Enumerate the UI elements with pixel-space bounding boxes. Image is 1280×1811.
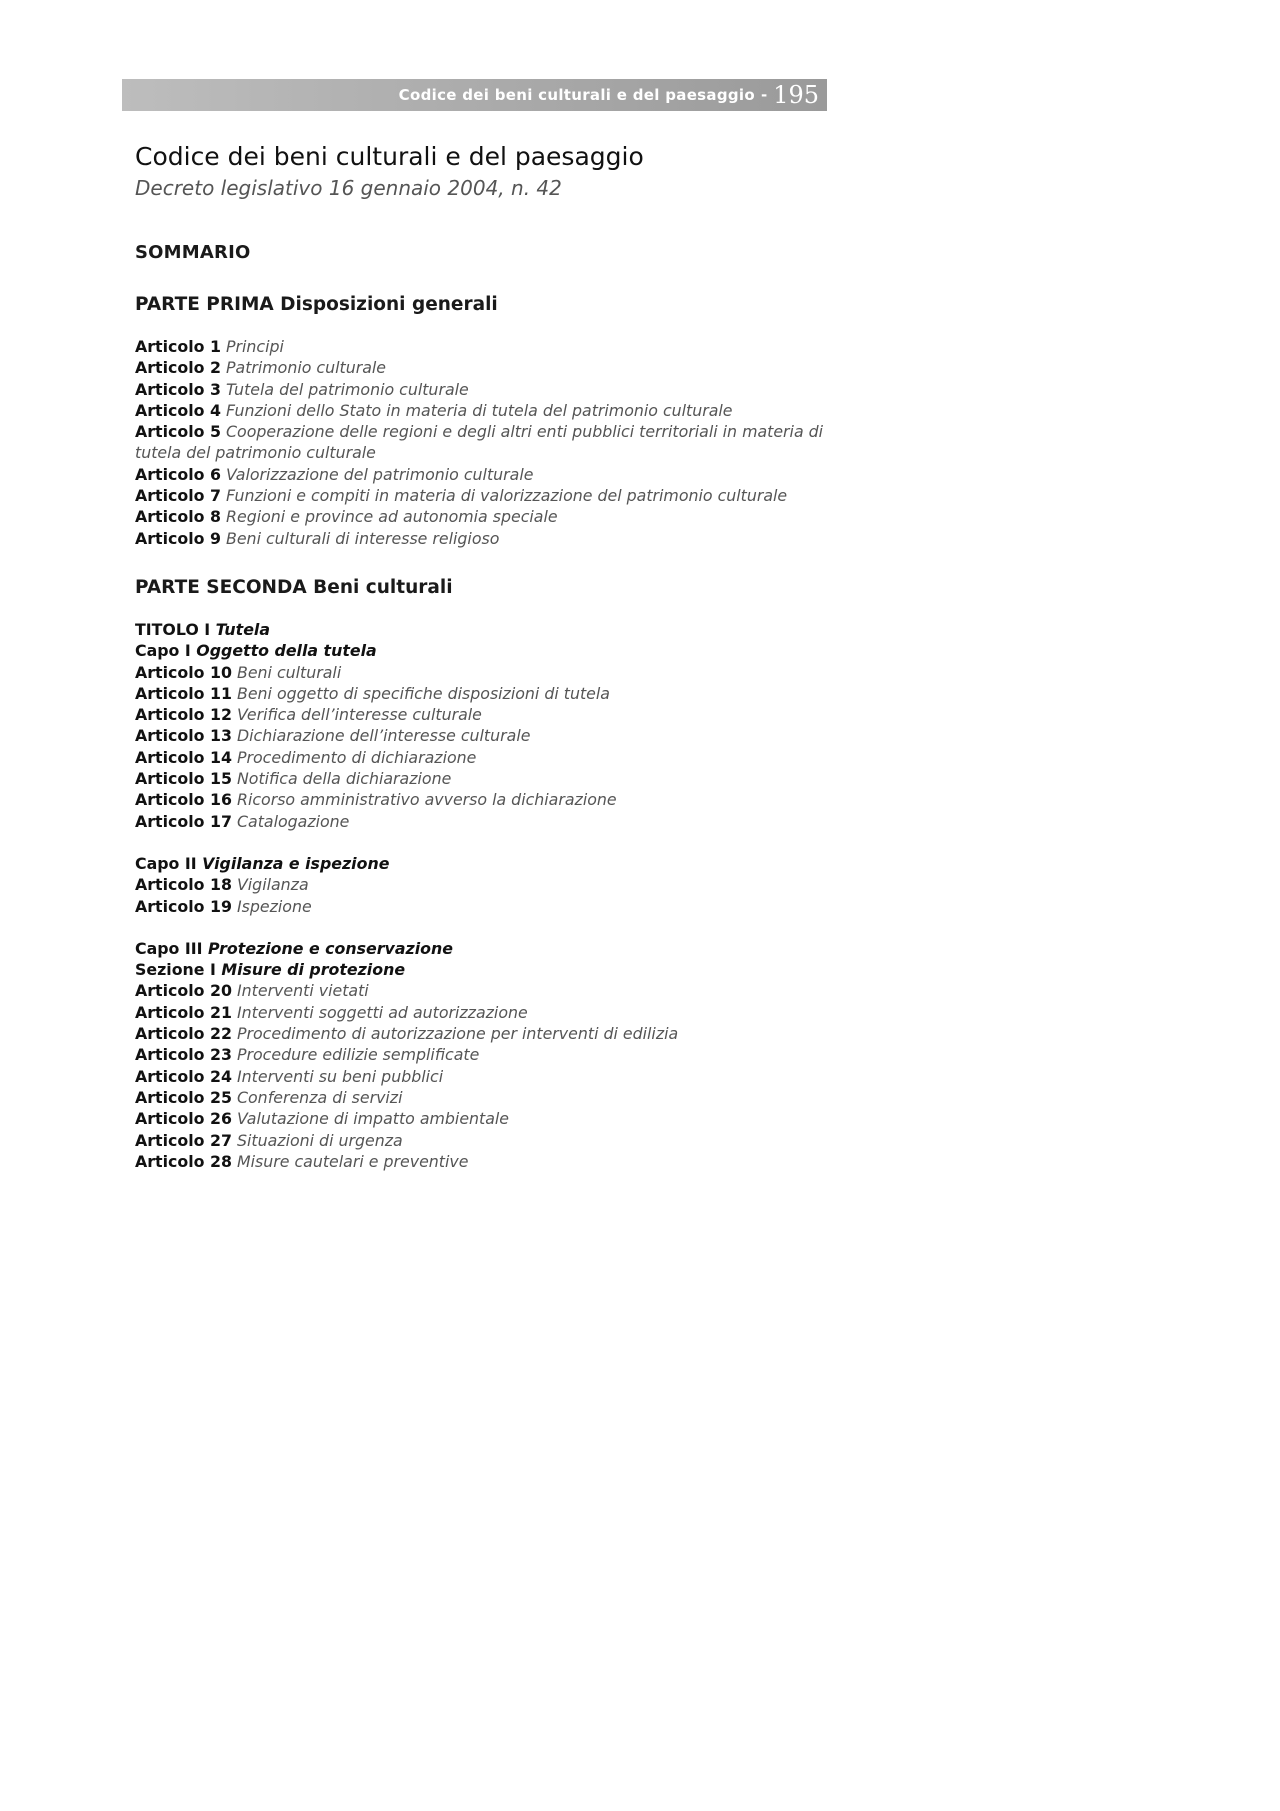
article-label: Articolo 22 — [135, 1024, 232, 1044]
capo-1-title: Oggetto della tutela — [196, 641, 377, 661]
capo-3-article-list — [135, 980, 835, 1172]
article-entry — [135, 896, 835, 917]
article-title: Beni culturali di interesse religioso — [226, 528, 500, 548]
article-title: Interventi soggetti ad autorizzazione — [236, 1002, 528, 1022]
sezione-1-label: Sezione I — [135, 960, 216, 980]
part-one-name: Disposizioni generali — [280, 294, 498, 315]
article-entry — [135, 528, 835, 549]
capo-2-article-list — [135, 874, 835, 917]
article-entry — [135, 874, 835, 895]
part-one-article-list — [135, 336, 835, 549]
article-title: Tutela del patrimonio culturale — [226, 379, 469, 399]
sezione-1-heading — [135, 959, 835, 980]
capo-2-title: Vigilanza e ispezione — [202, 853, 390, 873]
article-title: Vigilanza — [236, 875, 309, 895]
article-label: Articolo 25 — [135, 1087, 232, 1107]
article-entry — [135, 506, 835, 527]
article-entry — [135, 1130, 835, 1151]
article-label: Articolo 7 — [135, 486, 221, 506]
running-head — [122, 79, 827, 111]
article-entry — [135, 1066, 835, 1087]
sezione-1-title: Misure di protezione — [221, 960, 406, 980]
article-label: Articolo 2 — [135, 358, 221, 378]
article-entry — [135, 747, 835, 768]
article-label: Articolo 24 — [135, 1066, 232, 1086]
article-label: Articolo 23 — [135, 1045, 232, 1065]
article-label: Articolo 5 — [135, 422, 221, 442]
article-title: Dichiarazione dell’interesse culturale — [236, 726, 531, 746]
article-title: Procedimento di autorizzazione per interventi di edilizia — [236, 1024, 679, 1044]
article-entry — [135, 1002, 835, 1023]
article-label: Articolo 4 — [135, 400, 221, 420]
capo-1-label: Capo I — [135, 641, 191, 661]
article-title: Verifica dell’interesse culturale — [236, 705, 482, 725]
article-entry — [135, 768, 835, 789]
part-one-heading — [135, 292, 835, 318]
article-title: Situazioni di urgenza — [236, 1130, 403, 1150]
article-label: Articolo 3 — [135, 379, 221, 399]
article-title: Valorizzazione del patrimonio culturale — [226, 464, 534, 484]
part-two-heading — [135, 575, 835, 601]
article-entry — [135, 704, 835, 725]
article-entry — [135, 683, 835, 704]
article-label: Articolo 15 — [135, 769, 232, 789]
article-title: Regioni e province ad autonomia speciale — [226, 507, 558, 527]
article-title: Ricorso amministrativo avverso la dichiarazione — [236, 790, 617, 810]
article-title: Ispezione — [236, 896, 312, 916]
titolo-label: TITOLO I — [135, 619, 211, 639]
capo-2-label: Capo II — [135, 853, 197, 873]
article-title: Misure cautelari e preventive — [236, 1151, 469, 1171]
article-label: Articolo 18 — [135, 875, 232, 895]
article-title: Valutazione di impatto ambientale — [236, 1109, 510, 1129]
article-label: Articolo 12 — [135, 705, 232, 725]
article-title: Catalogazione — [236, 811, 350, 831]
article-entry — [135, 1023, 835, 1044]
article-entry — [135, 400, 835, 421]
running-head-title: Codice dei beni culturali e del paesaggio — [398, 86, 755, 104]
article-label: Articolo 17 — [135, 811, 232, 831]
article-label: Articolo 13 — [135, 726, 232, 746]
running-head-separator: - — [760, 86, 768, 104]
spacer — [135, 832, 835, 853]
article-label: Articolo 16 — [135, 790, 232, 810]
article-title: Funzioni dello Stato in materia di tutela del patrimonio culturale — [226, 400, 733, 420]
document-subtitle: Decreto legislativo 16 gennaio 2004, n. 42 — [135, 176, 562, 200]
article-title: Interventi vietati — [236, 981, 369, 1001]
article-entry — [135, 789, 835, 810]
article-title: Patrimonio culturale — [226, 358, 386, 378]
article-label: Articolo 21 — [135, 1002, 232, 1022]
article-label: Articolo 11 — [135, 683, 232, 703]
article-entry — [135, 1151, 835, 1172]
article-title: Notifica della dichiarazione — [236, 769, 452, 789]
page-number: 195 — [773, 81, 819, 109]
article-entry — [135, 1044, 835, 1065]
article-entry — [135, 379, 835, 400]
capo-3-label: Capo III — [135, 938, 203, 958]
capo-3-title: Protezione e conservazione — [208, 938, 453, 958]
article-title: Cooperazione delle regioni e degli altri enti pubblici territoriali in materia di tutela del patrimonio culturale — [135, 422, 824, 463]
article-entry — [135, 1108, 835, 1129]
article-label: Articolo 27 — [135, 1130, 232, 1150]
article-label: Articolo 19 — [135, 896, 232, 916]
article-entry — [135, 811, 835, 832]
article-title: Beni oggetto di specifiche disposizioni di tutela — [236, 683, 610, 703]
titolo-heading — [135, 619, 835, 640]
spacer — [135, 917, 835, 938]
article-label: Articolo 20 — [135, 981, 232, 1001]
article-entry — [135, 357, 835, 378]
article-label: Articolo 28 — [135, 1151, 232, 1171]
article-label: Articolo 14 — [135, 747, 232, 767]
part-one-label: PARTE PRIMA — [135, 294, 274, 315]
article-entry — [135, 662, 835, 683]
article-label: Articolo 10 — [135, 662, 232, 682]
document-title: Codice dei beni culturali e del paesaggio — [135, 142, 644, 171]
capo-1-heading — [135, 640, 835, 661]
article-entry — [135, 1087, 835, 1108]
article-entry — [135, 485, 835, 506]
article-entry — [135, 336, 835, 357]
article-label: Articolo 8 — [135, 507, 221, 527]
article-title: Procedimento di dichiarazione — [236, 747, 477, 767]
titolo-title: Tutela — [215, 619, 270, 639]
article-title: Interventi su beni pubblici — [236, 1066, 444, 1086]
capo-3-heading — [135, 938, 835, 959]
article-label: Articolo 26 — [135, 1109, 232, 1129]
article-title: Beni culturali — [236, 662, 342, 682]
capo-2-heading — [135, 853, 835, 874]
capo-1-article-list — [135, 662, 835, 832]
article-entry — [135, 980, 835, 1001]
document-body — [135, 140, 835, 1172]
article-title: Conferenza di servizi — [236, 1087, 403, 1107]
article-entry — [135, 725, 835, 746]
article-entry — [135, 421, 835, 464]
article-label: Articolo 6 — [135, 464, 221, 484]
summary-heading: SOMMARIO — [135, 242, 251, 263]
article-label: Articolo 9 — [135, 528, 221, 548]
article-title: Principi — [226, 337, 284, 356]
article-entry — [135, 464, 835, 485]
article-title: Procedure edilizie semplificate — [236, 1045, 480, 1065]
part-two-name: Beni culturali — [313, 576, 453, 598]
part-two-label: PARTE SECONDA — [135, 576, 307, 598]
article-label: Articolo 1 — [135, 337, 221, 356]
article-title: Funzioni e compiti in materia di valorizzazione del patrimonio culturale — [226, 486, 788, 506]
